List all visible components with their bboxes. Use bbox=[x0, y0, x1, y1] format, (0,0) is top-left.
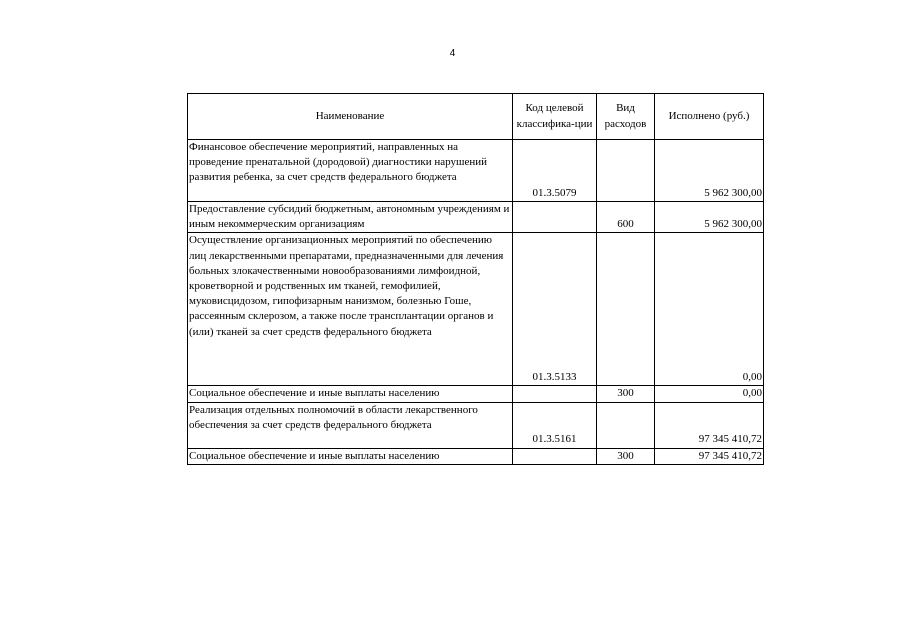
row-amount: 0,00 bbox=[655, 233, 764, 386]
page-number: 4 bbox=[449, 48, 456, 59]
row-amount: 5 962 300,00 bbox=[655, 202, 764, 233]
row-name: Осуществление организационных мероприятий по обеспечению лиц лекарственными препаратами, предназначенными для лечения больных злокачественными новообразованиями лимфоидной, кроветворной и родственных им тканей, гемофилией, муковисцидозом, гипофизарным нанизмом, болезнью Гоше, рассеянным склерозом, а также после трансплантации органов и (или) тканей за счет средств федерального бюджета bbox=[188, 233, 513, 386]
row-amount: 0,00 bbox=[655, 386, 764, 402]
row-code bbox=[513, 202, 597, 233]
row-expense-type bbox=[597, 402, 655, 448]
row-code: 01.3.5161 bbox=[513, 402, 597, 448]
row-amount: 5 962 300,00 bbox=[655, 140, 764, 202]
row-name: Социальное обеспечение и иные выплаты населению bbox=[188, 386, 513, 402]
budget-execution-table bbox=[187, 93, 764, 465]
row-amount: 97 345 410,72 bbox=[655, 448, 764, 464]
table-row bbox=[188, 386, 764, 402]
row-expense-type: 600 bbox=[597, 202, 655, 233]
row-name: Финансовое обеспечение мероприятий, направленных на проведение пренатальной (дородовой) диагностики нарушений развития ребенка, за счет средств федерального бюджета bbox=[188, 140, 513, 202]
row-name: Социальное обеспечение и иные выплаты населению bbox=[188, 448, 513, 464]
row-code: 01.3.5133 bbox=[513, 233, 597, 386]
table-row bbox=[188, 402, 764, 448]
row-expense-type bbox=[597, 233, 655, 386]
row-amount: 97 345 410,72 bbox=[655, 402, 764, 448]
row-expense-type bbox=[597, 140, 655, 202]
header-code: Код целевой классифика-ции bbox=[513, 94, 597, 140]
header-expense-type: Вид расходов bbox=[597, 94, 655, 140]
table-header-row bbox=[188, 94, 764, 140]
row-code: 01.3.5079 bbox=[513, 140, 597, 202]
row-expense-type: 300 bbox=[597, 448, 655, 464]
row-name: Реализация отдельных полномочий в области лекарственного обеспечения за счет средств федерального бюджета bbox=[188, 402, 513, 448]
header-name: Наименование bbox=[188, 94, 513, 140]
header-amount: Исполнено (руб.) bbox=[655, 94, 764, 140]
row-code bbox=[513, 386, 597, 402]
row-name: Предоставление субсидий бюджетным, автономным учреждениям и иным некоммерческим организациям bbox=[188, 202, 513, 233]
table-row bbox=[188, 202, 764, 233]
table-row bbox=[188, 140, 764, 202]
row-code bbox=[513, 448, 597, 464]
table-row bbox=[188, 448, 764, 464]
table-row bbox=[188, 233, 764, 386]
row-expense-type: 300 bbox=[597, 386, 655, 402]
